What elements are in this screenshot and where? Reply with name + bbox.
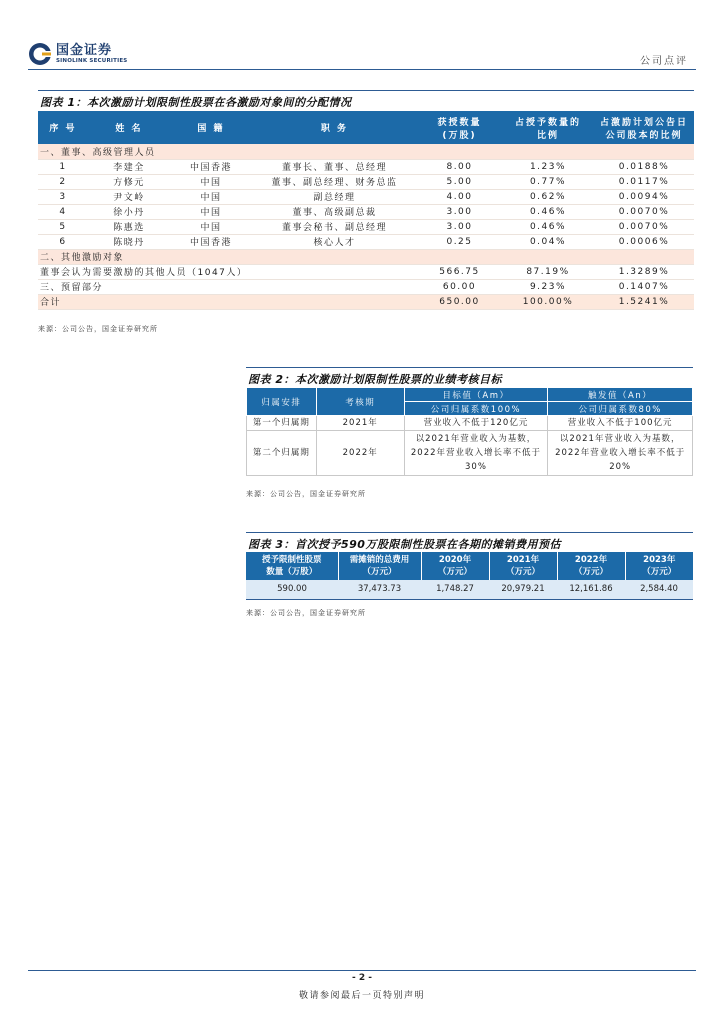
footer-disclaimer: 敬请参阅最后一页特别声明 — [298, 991, 425, 1001]
col-header-shares: 获授数量 (万股) — [417, 111, 502, 144]
footer-divider — [28, 970, 696, 971]
doc-type: 公司点评 — [640, 56, 688, 67]
col-header-pct-total: 占激励计划公告日 公司股本的比例 — [594, 111, 694, 144]
amortization-table — [246, 552, 693, 600]
table-row: 三、预留部分 60.00 9.23% 0.1407% — [38, 279, 694, 294]
section-row: 一、董事、高级管理人员 — [38, 144, 694, 159]
col-header-trigger: 触发值（An） — [548, 388, 693, 402]
performance-target-table — [246, 387, 693, 476]
col-header-arrangement: 归属安排 — [247, 388, 317, 416]
col-header-period: 考核期 — [316, 388, 404, 416]
total-row: 合计 650.00 100.00% 1.5241% — [38, 294, 694, 309]
allocation-table — [38, 111, 694, 310]
col-header-2022: 2022年 （万元） — [557, 552, 625, 580]
table2-caption: 图表 2：本次激励计划限制性股票的业绩考核目标 — [246, 367, 693, 390]
col-header-2021: 2021年 （万元） — [489, 552, 557, 580]
table-row: 1 李建全 中国香港 董事长、董事、总经理 8.00 1.23% 0.0188% — [38, 159, 694, 174]
table-row: 董事会认为需要激励的其他人员（1047人） 566.75 87.19% 1.3289% — [38, 264, 694, 279]
table2-source: 来源：公司公告，国金证券研究所 — [246, 490, 366, 498]
table-row: 2 方修元 中国 董事、副总经理、财务总监 5.00 0.77% 0.0117% — [38, 174, 694, 189]
table-row: 第一个归属期 2021年 营业收入不低于120亿元 营业收入不低于100亿元 — [247, 416, 693, 431]
table-row: 3 尹文岭 中国 副总经理 4.00 0.62% 0.0094% — [38, 189, 694, 204]
col-header-target: 目标值（Am） — [404, 388, 548, 402]
table3-caption: 图表 3：首次授予590万股限制性股票在各期的摊销费用预估 — [246, 532, 693, 555]
brand-logo — [28, 40, 127, 68]
col-header-total-cost: 需摊销的总费用 （万元） — [338, 552, 421, 580]
page-number: - 2 - — [352, 973, 372, 983]
col-header-no: 序 号 — [38, 111, 88, 144]
col-header-granted-shares: 授予限制性股票 数量（万股） — [246, 552, 338, 580]
col-subheader-target: 公司归属系数100% — [404, 402, 548, 416]
section-row: 二、其他激励对象 — [38, 249, 694, 264]
table-row: 590.00 37,473.73 1,748.27 20,979.21 12,161.86 2,584.40 — [246, 580, 693, 599]
brand-name-cn: 国金证券 — [56, 42, 113, 58]
table-row: 6 陈晓丹 中国香港 核心人才 0.25 0.04% 0.0006% — [38, 234, 694, 249]
col-header-name: 姓 名 — [88, 111, 170, 144]
sinolink-logo-icon — [28, 42, 52, 66]
table1-source: 来源：公司公告，国金证券研究所 — [38, 325, 158, 333]
col-header-position: 职 务 — [252, 111, 417, 144]
col-header-pct-grant: 占授予数量的 比例 — [502, 111, 594, 144]
table1-caption: 图表 1：本次激励计划限制性股票在各激励对象间的分配情况 — [38, 90, 694, 113]
brand-name-en: SINOLINK SECURITIES — [56, 57, 128, 64]
page-header — [28, 38, 696, 70]
table-row: 4 徐小丹 中国 董事、高级副总裁 3.00 0.46% 0.0070% — [38, 204, 694, 219]
table-row: 第二个归属期 2022年 以2021年营业收入为基数，2022年营业收入增长率不低于30% 以2021年营业收入为基数，2022年营业收入增长率不低于20% — [247, 431, 693, 476]
table-row: 5 陈惠选 中国 董事会秘书、副总经理 3.00 0.46% 0.0070% — [38, 219, 694, 234]
table3-source: 来源：公司公告，国金证券研究所 — [246, 609, 366, 617]
col-header-2023: 2023年 （万元） — [625, 552, 693, 580]
col-header-2020: 2020年 （万元） — [421, 552, 489, 580]
col-subheader-trigger: 公司归属系数80% — [548, 402, 693, 416]
col-header-nationality: 国 籍 — [170, 111, 252, 144]
